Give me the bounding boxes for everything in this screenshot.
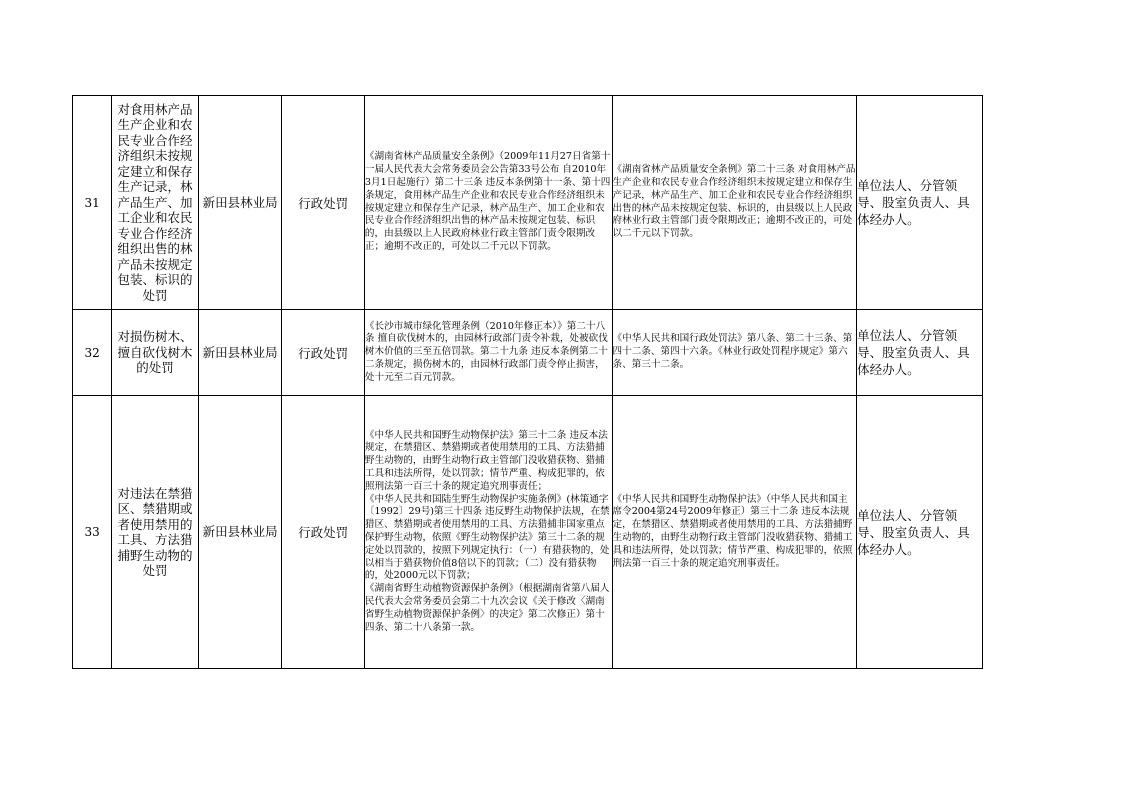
legal-basis: 《湖南省林产品质量安全条例》第二十三条 对食用林产品生产企业和农民专业合作经济组织未按规定建立和保存生产记录，林产品生产、加工企业和农民专业合作经济组织出售的林产品未按规定包装、标识的，由县级以上人民政府林业行政主管部门责令限期改正；逾期不改正的，可处以二千元以下罚款。 [612, 96, 857, 310]
power-type: 行政处罚 [282, 310, 365, 396]
responsible-subjects: 单位法人、分管领导、股室负责人、具体经办人。 [857, 396, 983, 669]
setting-basis: 《中华人民共和国野生动物保护法》第三十二条 违反本法规定，在禁猎区、禁猎期或者使用禁用的工具、方法猎捕野生动物的，由野生动物行政主管部门没收猎获物、猎捕工具和违法所得，处以罚款；情节严重、构成犯罪的，依照刑法第一百三十条的规定追究刑事责任； 《中华人民共和国陆生野生动物保护实施条例》(林策通字〔1992〕29号)第三十四条 违反野生动物保护法规，在禁猎区、禁猎期或者使用禁用的工具、方法猎捕非国家重点保护野生动物，依照《野生动物保护法》第三十二条的规定处以罚款的，按照下列规定执行：（一）有猎获物的，处以相当于猎获物价值8倍以下的罚款；（二）没有猎获物的，处2000元以下罚款； 《湖南省野生动植物资源保护条例》（根据湖南省第八届人民代表大会常务委员会第二十九次会议《关于修改〈湖南省野生动植物资源保护条例〉的决定》第二次修正）第十四条、第二十八条第一款。 [364, 396, 612, 669]
item-name: 对违法在禁猎区、禁猎期或者使用禁用的工具、方法猎捕野生动物的处罚 [112, 396, 199, 669]
row-number: 32 [73, 310, 112, 396]
row-number: 33 [73, 396, 112, 669]
legal-basis: 《中华人民共和国行政处罚法》第八条、第二十三条、第四十二条、第四十六条。《林业行政处罚程序规定》第六条、第三十二条。 [612, 310, 857, 396]
table-row [73, 396, 983, 669]
item-name: 对损伤树木、擅自砍伐树木的处罚 [112, 310, 199, 396]
power-type: 行政处罚 [282, 96, 365, 310]
penalty-table [72, 95, 983, 669]
responsible-subjects: 单位法人、分管领导、股室负责人、具体经办人。 [857, 310, 983, 396]
responsible-subjects: 单位法人、分管领导、股室负责人、具体经办人。 [857, 96, 983, 310]
setting-basis: 《长沙市城市绿化管理条例（2010年修正本）》第二十八条 擅自砍伐树木的，由园林行政部门责令补栽，处被砍伐树木价值的三至五倍罚款。第二十九条 违反本条例第二十二条规定，损伤树木的，由园林行政部门责令停止损害，处十元至二百元罚款。 [364, 310, 612, 396]
department: 新田县林业局 [198, 396, 282, 669]
power-type: 行政处罚 [282, 396, 365, 669]
row-number: 31 [73, 96, 112, 310]
table-row [73, 310, 983, 396]
department: 新田县林业局 [198, 96, 282, 310]
table-row [73, 96, 983, 310]
legal-basis: 《中华人民共和国野生动物保护法》（中华人民共和国主席令2004第24号2009年修正）第三十二条 违反本法规定，在禁猎区、禁猎期或者使用禁用的工具、方法猎捕野生动物的，由野生动物行政主管部门没收猎获物、猎捕工具和违法所得，处以罚款；情节严重、构成犯罪的，依照刑法第一百三十条的规定追究刑事责任。 [612, 396, 857, 669]
setting-basis: 《湖南省林产品质量安全条例》（2009年11月27日省第十一届人民代表大会常务委员会公告第33号公布 自2010年3月1日起施行）第二十三条 违反本条例第十一条、第十四条规定，食用林产品生产企业和农民专业合作经济组织未按规定建立和保存生产记录，林产品生产、加工企业和农民专业合作经济组织出售的林产品未按规定包装、标识的，由县级以上人民政府林业行政主管部门责令限期改正；逾期不改正的，可处以二千元以下罚款。 [364, 96, 612, 310]
department: 新田县林业局 [198, 310, 282, 396]
item-name: 对食用林产品生产企业和农民专业合作经济组织未按规定建立和保存生产记录，林产品生产、加工企业和农民专业合作经济组织出售的林产品未按规定包装、标识的处罚 [112, 96, 199, 310]
